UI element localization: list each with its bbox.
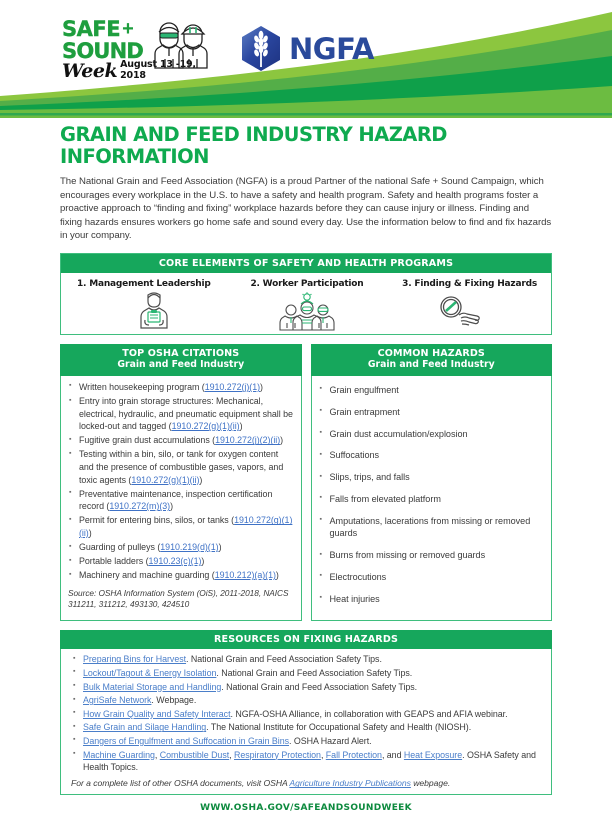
citation-text: Fugitive grain dust accumulations ( [79,435,216,446]
citation-text: Entry into grain storage structures: Mechanical, electrical, hydraulic, and pneumatic equipment shall be locked-out and tagged ( [79,396,293,432]
hazard-item: ▪ Grain engulfment [319,384,545,397]
citation-text: Testing within a bin, silo, or tank for oxygen content and the presence of combustible gases, vapors, and toxic agents ( [79,449,284,485]
citation-item [68,434,294,447]
citation-tail: ) [239,421,243,432]
two-column-section [60,344,552,621]
safe-sound-week-logo [62,18,212,80]
manager-clipboard-icon [139,292,169,329]
core-element-1 [69,279,230,330]
hazard-item: ▪ Slips, trips, and falls [319,471,545,484]
citations-heading-line1: TOP OSHA CITATIONS [122,347,240,359]
hazard-item: ▪ Heat injuries [319,593,545,606]
resource-link[interactable]: Bulk Material Storage and Handling [83,681,222,692]
hazards-heading-line1: COMMON HAZARDS [377,347,485,359]
hazard-item: ▪ Burns from missing or removed guards [319,549,545,562]
logo-date-text: August 13 -19, 2018 [120,59,196,81]
resource-link[interactable]: Combustible Dust [159,749,230,760]
hazard-item: ▪ Suffocations [319,449,545,462]
resource-item [71,735,541,747]
hazard-item: ▪ Grain entrapment [319,406,545,419]
citations-heading [60,344,302,376]
hazard-item: ▪ Falls from elevated platform [319,493,545,506]
citation-tail: ) [170,501,174,512]
citation-tail: ) [201,556,205,567]
two-workers-icon [152,20,210,70]
citation-regulation-link[interactable]: 1910.23(c)(1) [148,556,202,567]
resource-item [71,708,541,720]
core-element-3-label: 3. Finding & Fixing Hazards [402,278,537,289]
resource-link[interactable]: AgriSafe Network [83,695,152,706]
resource-text: . National Grain and Feed Association Safety Tips. [216,667,413,678]
resource-link[interactable]: Lockout/Tagout & Energy Isolation [83,667,217,678]
page-title: GRAIN AND FEED INDUSTRY HAZARD INFORMATION [60,123,447,168]
resource-link[interactable]: Preparing Bins for Harvest [83,654,187,665]
citation-tail: ) [280,435,284,446]
citation-regulation-link[interactable]: 1910.272(m)(3) [109,501,171,512]
resources-section [60,630,552,795]
logo-sound-text: SOUND [62,39,144,63]
core-elements-heading: CORE ELEMENTS OF SAFETY AND HEALTH PROGRAMS [61,254,551,273]
core-element-2 [230,279,383,330]
resource-text: , and [381,749,404,760]
footer-url[interactable]: WWW.OSHA.GOV/SAFEANDSOUNDWEEK [200,803,412,813]
top-osha-citations-panel [60,344,302,621]
hazards-heading [311,344,553,376]
resource-text: . OSHA Safety and Health Topics. [83,749,536,772]
ngfa-wordmark: NGFA [289,32,374,66]
resource-link[interactable]: Safe Grain and Silage Handling [83,722,207,733]
core-elements-section [60,253,552,335]
resource-text: . Webpage. [151,695,197,706]
citation-regulation-link[interactable]: 1910.272(g)(1)(ii) [171,421,240,432]
magnifier-hand-icon [437,295,483,327]
page-header [0,0,612,118]
resources-list [71,653,541,773]
hazard-item: ▪ Grain dust accumulation/explosion [319,428,545,441]
resource-text: . NGFA-OSHA Alliance, in collaboration with GEAPS and AFIA webinar. [230,708,508,719]
resource-item [71,721,541,733]
citation-regulation-link[interactable]: 1910.272(g)(1)(ii) [131,474,200,485]
resource-item [71,653,541,665]
citations-list [68,381,294,582]
ngfa-logo [238,24,374,74]
citation-text: Guarding of pulleys ( [79,542,161,553]
citation-text: Preventative maintenance, inspection certification record ( [79,488,273,512]
citation-item [68,541,294,554]
resource-text: . National Grain and Feed Association Safety Tips. [186,654,382,665]
citation-item [68,488,294,513]
hazard-item: ▪ Amputations, lacerations from missing or removed guards [319,515,545,540]
citation-item [68,448,294,486]
citation-tail: ) [275,570,279,581]
resource-text: , [229,749,235,760]
resource-link[interactable]: Respiratory Protection [234,749,321,760]
citation-tail: ) [88,528,92,538]
hazard-item: ▪ Electrocutions [319,571,545,584]
logo-week-text: Week [62,60,118,82]
resource-item [71,681,541,693]
main-content [0,118,612,813]
citation-item [68,569,294,582]
hazards-heading-line2: Grain and Feed Industry [367,358,495,370]
citation-regulation-link[interactable]: 1910.272(j)(1) [204,381,261,392]
citation-item [68,381,294,394]
resource-item [71,749,541,774]
citation-tail: ) [260,381,263,392]
core-element-3 [384,279,543,330]
hazards-list [319,381,545,605]
citation-regulation-link[interactable]: 1910.272(g)(1)(ii) [79,515,293,538]
logo-plus-icon: + [122,18,134,40]
citation-tail: ) [218,542,222,553]
intro-paragraph: The National Grain and Feed Association (NGFA) is a proud Partner of the national Safe + Sound Campaign, which encourages every workplace in the U.S. to have a safety and health program. Safety and health programs foster a proactive approach to “finding and fixing” workplace hazards before they can cause injury or illness. Finding and fixing hazards ensures workers go home safe and sound every day. Use the information below to find and fix hazards in your company. [60,176,552,242]
agriculture-industry-publications-link[interactable]: Agriculture Industry Publications [289,778,411,789]
citation-regulation-link[interactable]: 1910.212)(a)(1) [214,570,276,581]
citation-text: Portable ladders ( [79,556,149,567]
citation-item [68,555,294,568]
logo-safe-text: SAFE [62,17,121,41]
resource-link[interactable]: Fall Protection [325,749,382,760]
citations-source-note: Source: OSHA Information System (OiS), 2011-2018, NAICS 311211, 311212, 493130, 424510 [68,587,289,610]
resources-footnote-pre: For a complete list of other OSHA documents, visit OSHA [71,778,290,789]
citation-text: Machinery and machine guarding ( [79,570,215,581]
ngfa-hexagon-wheat-icon [238,24,284,74]
core-element-1-label: 1. Management Leadership [77,278,211,289]
resource-item [71,694,541,706]
resource-link[interactable]: Machine Guarding [83,749,155,760]
resource-text: , [320,749,326,760]
citation-text: Written housekeeping program ( [79,381,205,392]
citation-text: Permit for entering bins, silos, or tanks ( [79,515,235,526]
citation-regulation-link[interactable]: 1910.272(j)(2)(ii) [215,435,281,446]
logo-row [62,18,374,80]
citation-item [68,395,294,433]
resource-link[interactable]: Heat Exposure [403,749,463,760]
citation-tail: ) [199,474,203,485]
resources-footnote [71,778,541,788]
resource-item [71,667,541,679]
citation-regulation-link[interactable]: 1910.219(d)(1) [160,542,219,553]
resource-link[interactable]: Dangers of Engulfment and Suffocation in Grain Bins [83,735,289,746]
resources-footnote-post: webpage. [410,778,451,789]
citation-item [68,514,294,539]
resource-text: . The National Institute for Occupational Safety and Health (NIOSH). [206,722,472,733]
resources-heading: RESOURCES ON FIXING HAZARDS [60,630,552,649]
resource-text: . National Grain and Feed Association Safety Tips. [221,681,418,692]
common-hazards-panel [311,344,553,621]
workers-group-idea-icon [280,292,334,330]
resource-text: . OSHA Hazard Alert. [289,735,372,746]
core-element-2-label: 2. Worker Participation [250,278,364,289]
resource-link[interactable]: How Grain Quality and Safety Interact [83,708,231,719]
citations-heading-line2: Grain and Feed Industry [117,358,245,370]
resource-text: , [154,749,160,760]
